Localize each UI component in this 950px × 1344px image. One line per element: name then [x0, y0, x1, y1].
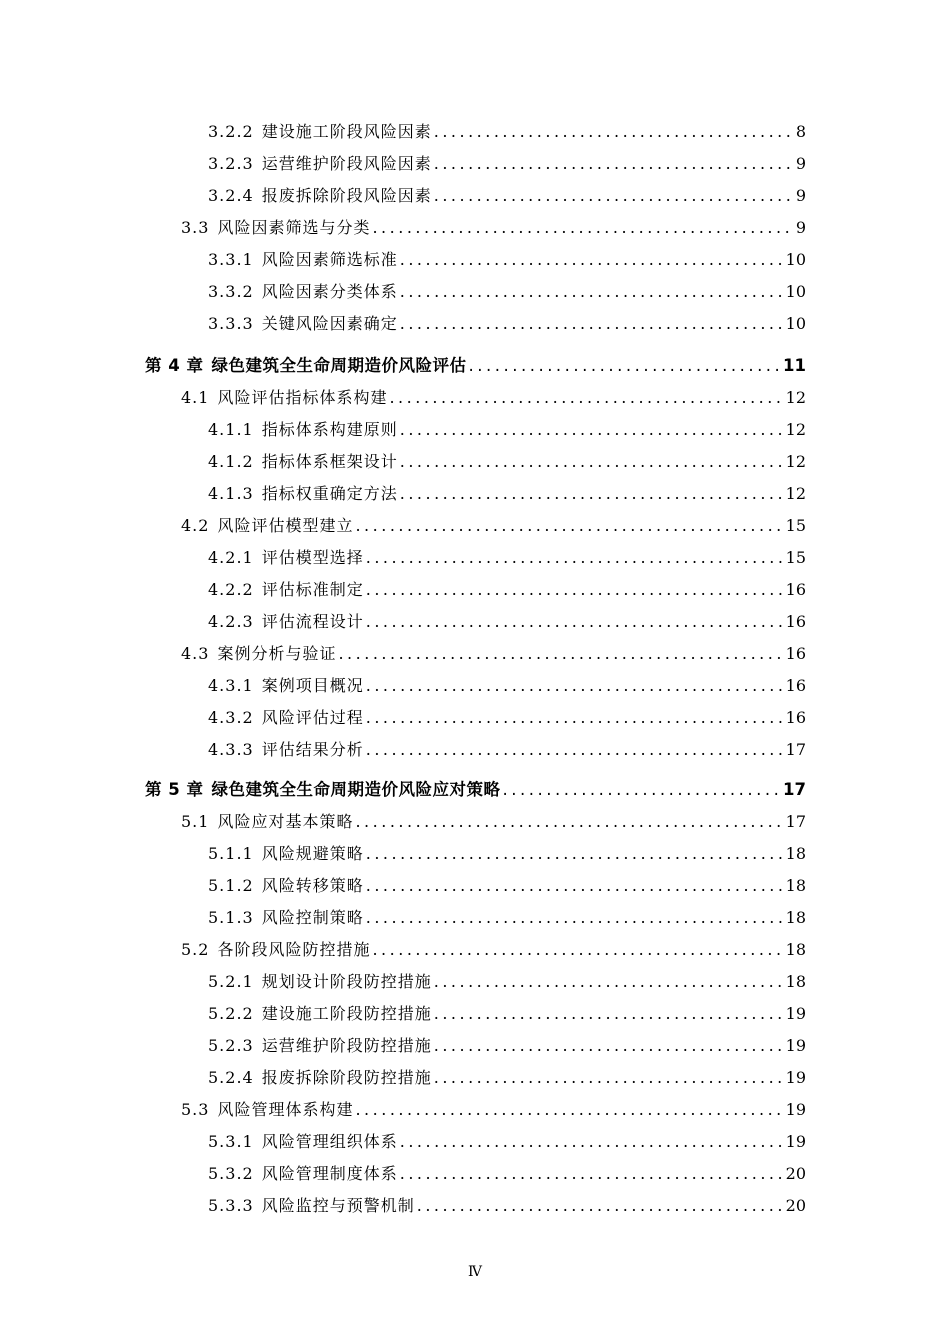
toc-entry[interactable] [208, 152, 806, 176]
toc-leader-dots [400, 418, 784, 442]
toc-entry[interactable] [208, 1162, 806, 1186]
toc-entry[interactable] [208, 906, 806, 930]
toc-entry-page: 9 [795, 186, 806, 205]
toc-entry-number: 5.3.2 [208, 1164, 254, 1183]
toc-entry-number: 5.2.1 [208, 972, 254, 991]
toc-entry-page: 12 [785, 484, 806, 503]
toc-entry-number: 5.2.3 [208, 1036, 254, 1055]
toc-leader-dots [355, 1098, 783, 1122]
toc-entry-number: 3.3.3 [208, 314, 254, 333]
toc-entry-title: 案例项目概况 [261, 676, 364, 695]
toc-entry-title: 建设施工阶段风险因素 [261, 122, 432, 141]
toc-entry-page: 8 [795, 122, 806, 141]
toc-entry-title: 运营维护阶段风险因素 [261, 154, 432, 173]
toc-entry-title: 关键风险因素确定 [261, 314, 398, 333]
toc-entry-page: 18 [785, 844, 806, 863]
toc-entry[interactable] [181, 810, 806, 834]
toc-entry-number: 4.3.1 [208, 676, 254, 695]
toc-entry[interactable] [208, 674, 806, 698]
toc-entry-number: 4.1 [181, 388, 210, 407]
toc-entry-number: 4.3.3 [208, 740, 254, 759]
toc-entry-page: 17 [785, 812, 806, 831]
page-number: Ⅳ [468, 1264, 482, 1280]
toc-leader-dots [434, 970, 784, 994]
toc-entry-title: 风险管理体系构建 [217, 1100, 354, 1119]
toc-entry-number: 第 4 章 [145, 356, 204, 375]
toc-entry-title: 评估结果分析 [261, 740, 364, 759]
toc-entry-page: 16 [785, 580, 806, 599]
toc-entry-title: 风险应对基本策略 [217, 812, 354, 831]
toc-entry[interactable] [181, 642, 806, 666]
toc-entry-page: 16 [785, 612, 806, 631]
toc-entry-number: 4.1.1 [208, 420, 254, 439]
toc-entry-title: 评估流程设计 [261, 612, 364, 631]
toc-leader-dots [434, 1066, 784, 1090]
toc-entry-title: 指标体系构建原则 [261, 420, 398, 439]
toc-entry-page: 9 [795, 154, 806, 173]
toc-entry-page: 16 [785, 708, 806, 727]
toc-entry-number: 4.2.1 [208, 548, 254, 567]
toc-entry-number: 4.1.3 [208, 484, 254, 503]
toc-entry-number: 4.1.2 [208, 452, 254, 471]
toc-entry-title: 风险管理制度体系 [261, 1164, 398, 1183]
toc-leader-dots [366, 874, 784, 898]
toc-entry-title: 指标体系框架设计 [261, 452, 398, 471]
toc-entry-number: 3.3.1 [208, 250, 254, 269]
toc-entry-page: 16 [785, 644, 806, 663]
toc-entry[interactable] [208, 842, 806, 866]
toc-leader-dots [338, 642, 783, 666]
toc-entry-page: 18 [785, 908, 806, 927]
toc-entry[interactable] [208, 280, 806, 304]
toc-entry-page: 10 [785, 250, 806, 269]
toc-entry-number: 4.2.3 [208, 612, 254, 631]
toc-entry[interactable] [208, 578, 806, 602]
toc-leader-dots [366, 546, 784, 570]
toc-leader-dots [502, 778, 781, 802]
toc-entry[interactable] [208, 248, 806, 272]
toc-entry-page: 20 [785, 1196, 806, 1215]
toc-leader-dots [355, 514, 783, 538]
toc-entry-page: 19 [785, 1068, 806, 1087]
toc-entry-page: 12 [785, 452, 806, 471]
toc-entry-number: 5.2.2 [208, 1004, 254, 1023]
toc-entry-title: 评估标准制定 [261, 580, 364, 599]
toc-entry-number: 4.2.2 [208, 580, 254, 599]
toc-leader-dots [434, 152, 794, 176]
toc-entry-page: 9 [795, 218, 806, 237]
toc-entry[interactable] [208, 450, 806, 474]
toc-entry-page: 20 [785, 1164, 806, 1183]
toc-leader-dots [366, 706, 784, 730]
toc-leader-dots [417, 1194, 784, 1218]
toc-entry[interactable] [181, 216, 806, 240]
toc-entry[interactable] [208, 970, 806, 994]
toc-entry-number: 5.3.3 [208, 1196, 254, 1215]
toc-entry-number: 3.2.4 [208, 186, 254, 205]
toc-leader-dots [372, 216, 793, 240]
toc-leader-dots [389, 386, 783, 410]
toc-entry-title: 报废拆除阶段风险因素 [261, 186, 432, 205]
toc-entry-title: 绿色建筑全生命周期造价风险评估 [211, 356, 467, 375]
toc-leader-dots [400, 450, 784, 474]
toc-entry[interactable] [208, 1194, 806, 1218]
toc-entry-number: 4.3 [181, 644, 210, 663]
toc-entry-title: 风险监控与预警机制 [261, 1196, 415, 1215]
toc-leader-dots [434, 120, 794, 144]
toc-leader-dots [434, 184, 794, 208]
toc-entry-page: 10 [785, 314, 806, 333]
toc-entry-number: 5.3.1 [208, 1132, 254, 1151]
toc-entry-title: 规划设计阶段防控措施 [261, 972, 432, 991]
toc-entry[interactable] [181, 1098, 806, 1122]
toc-leader-dots [366, 738, 784, 762]
toc-entry[interactable] [208, 120, 806, 144]
toc-entry-number: 5.2 [181, 940, 210, 959]
toc-entry-title: 风险因素筛选与分类 [217, 218, 371, 237]
toc-entry-page: 11 [783, 356, 806, 375]
toc-leader-dots [434, 1002, 784, 1026]
toc-entry-page: 17 [785, 740, 806, 759]
toc-entry-number: 第 5 章 [145, 780, 204, 799]
toc-entry-number: 4.3.2 [208, 708, 254, 727]
toc-entry[interactable] [208, 1130, 806, 1154]
toc-leader-dots [400, 482, 784, 506]
toc-entry-number: 3.2.3 [208, 154, 254, 173]
toc-entry-page: 18 [785, 876, 806, 895]
toc-entry-title: 风险因素筛选标准 [261, 250, 398, 269]
toc-entry[interactable] [208, 1034, 806, 1058]
toc-entry[interactable] [208, 1066, 806, 1090]
toc-leader-dots [366, 610, 784, 634]
toc-leader-dots [468, 354, 781, 378]
toc-leader-dots [366, 578, 784, 602]
toc-entry-number: 5.3 [181, 1100, 210, 1119]
toc-entry-page: 12 [785, 388, 806, 407]
toc-entry[interactable] [208, 312, 806, 336]
toc-entry-title: 建设施工阶段防控措施 [261, 1004, 432, 1023]
toc-leader-dots [400, 1162, 784, 1186]
toc-entry-page: 19 [785, 1004, 806, 1023]
toc-entry[interactable] [208, 706, 806, 730]
toc-leader-dots [434, 1034, 784, 1058]
toc-entry-number: 5.1.2 [208, 876, 254, 895]
toc-entry[interactable] [145, 354, 806, 378]
toc-leader-dots [400, 280, 784, 304]
toc-leader-dots [400, 1130, 784, 1154]
toc-entry[interactable] [208, 482, 806, 506]
toc-entry-title: 风险控制策略 [261, 908, 364, 927]
toc-entry-page: 18 [785, 940, 806, 959]
toc-entry-page: 19 [785, 1100, 806, 1119]
toc-entry-number: 5.1.3 [208, 908, 254, 927]
toc-entry-page: 12 [785, 420, 806, 439]
toc-entry[interactable] [208, 418, 806, 442]
toc-entry[interactable] [208, 874, 806, 898]
toc-entry[interactable] [181, 938, 806, 962]
toc-entry-page: 16 [785, 676, 806, 695]
toc-entry-title: 各阶段风险防控措施 [217, 940, 371, 959]
toc-leader-dots [400, 312, 784, 336]
toc-entry-page: 19 [785, 1036, 806, 1055]
toc-entry-page: 10 [785, 282, 806, 301]
toc-leader-dots [366, 906, 784, 930]
toc-entry-title: 案例分析与验证 [217, 644, 337, 663]
toc-entry-number: 4.2 [181, 516, 210, 535]
toc-entry-page: 15 [785, 516, 806, 535]
toc-entry-number: 5.2.4 [208, 1068, 254, 1087]
toc-entry[interactable] [208, 738, 806, 762]
toc-entry-number: 5.1 [181, 812, 210, 831]
toc-entry-title: 绿色建筑全生命周期造价风险应对策略 [211, 780, 501, 799]
toc-entry-number: 5.1.1 [208, 844, 254, 863]
toc-leader-dots [400, 248, 784, 272]
toc-entry-title: 风险评估模型建立 [217, 516, 354, 535]
toc-entry-title: 风险因素分类体系 [261, 282, 398, 301]
toc-entry[interactable] [208, 546, 806, 570]
toc-entry-title: 评估模型选择 [261, 548, 364, 567]
toc-entry-title: 风险管理组织体系 [261, 1132, 398, 1151]
toc-entry-number: 3.3 [181, 218, 210, 237]
toc-entry-title: 风险评估指标体系构建 [217, 388, 388, 407]
toc-leader-dots [366, 842, 784, 866]
toc-entry[interactable] [208, 610, 806, 634]
toc-entry-page: 19 [785, 1132, 806, 1151]
toc-entry-title: 运营维护阶段防控措施 [261, 1036, 432, 1055]
toc-entry-page: 18 [785, 972, 806, 991]
toc-entry-number: 3.3.2 [208, 282, 254, 301]
toc-entry-number: 3.2.2 [208, 122, 254, 141]
toc-entry[interactable] [181, 514, 806, 538]
toc-entry[interactable] [145, 778, 806, 802]
toc-entry-title: 风险转移策略 [261, 876, 364, 895]
toc-entry-title: 风险评估过程 [261, 708, 364, 727]
toc-entry[interactable] [208, 1002, 806, 1026]
toc-entry[interactable] [181, 386, 806, 410]
toc-leader-dots [355, 810, 783, 834]
toc-entry[interactable] [208, 184, 806, 208]
toc-entry-title: 风险规避策略 [261, 844, 364, 863]
toc-leader-dots [372, 938, 783, 962]
toc-entry-page: 15 [785, 548, 806, 567]
toc-leader-dots [366, 674, 784, 698]
toc-entry-title: 指标权重确定方法 [261, 484, 398, 503]
toc-entry-page: 17 [783, 780, 806, 799]
toc-entry-title: 报废拆除阶段防控措施 [261, 1068, 432, 1087]
